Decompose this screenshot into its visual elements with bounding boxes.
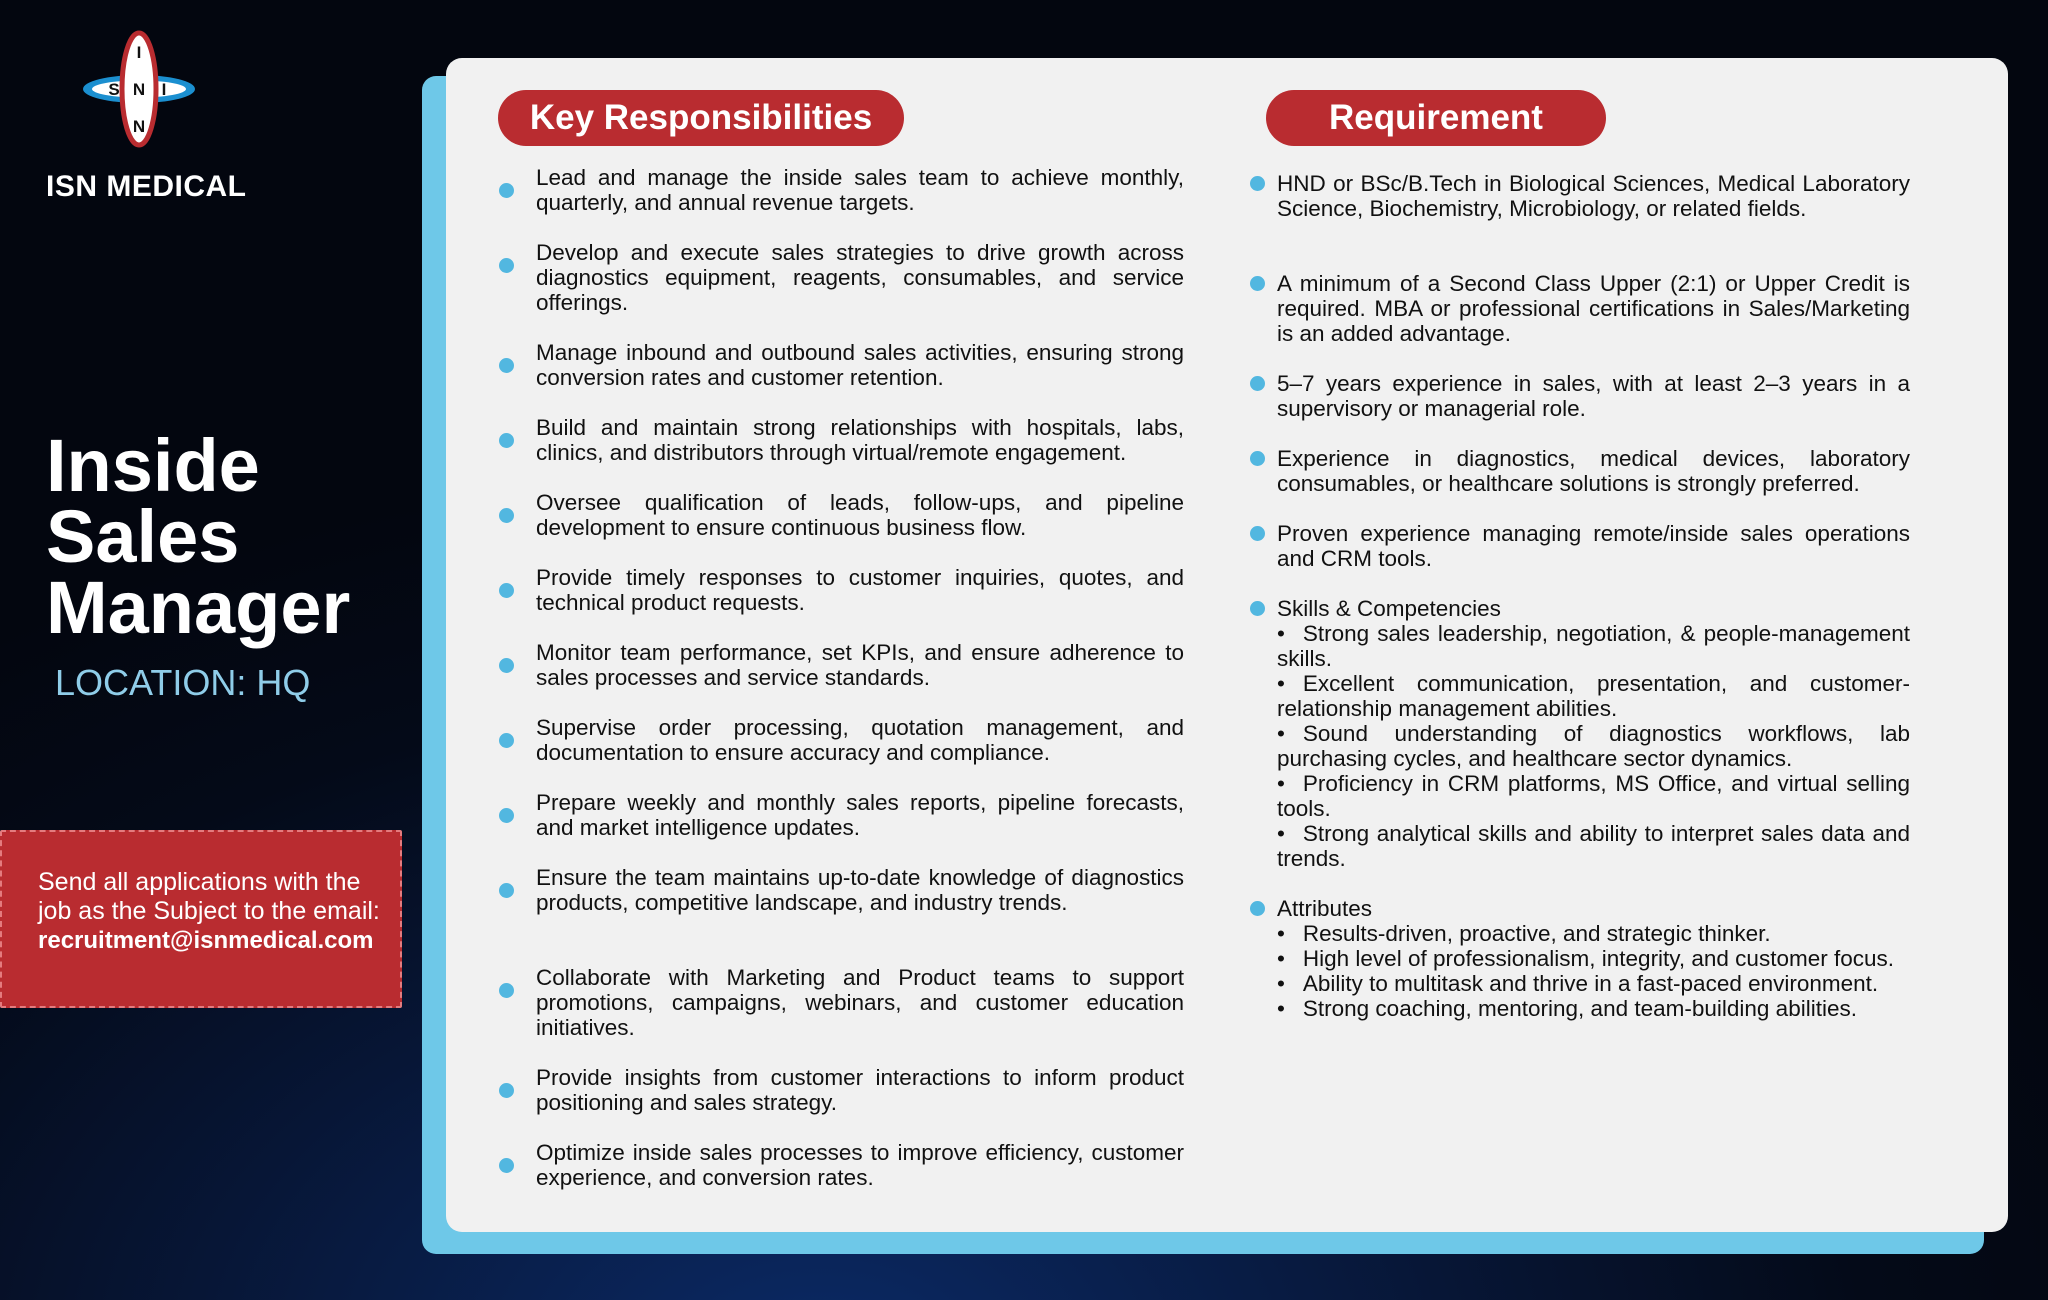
list-item: [1250, 446, 1910, 496]
responsibility-text: Oversee qualification of leads, follow-ups, and pipeline development to ensure continuous business flow.: [536, 490, 1184, 540]
skills-section: [1250, 596, 1910, 871]
bullet-dot-icon: [1250, 451, 1265, 466]
logo-letter-left: S: [108, 80, 120, 99]
bullet-dot-icon: [1250, 276, 1265, 291]
list-item: [1250, 171, 1910, 221]
job-title: [46, 424, 351, 649]
list-item: [498, 965, 1184, 1040]
skill-item: • Sound understanding of diagnostics workflows, lab purchasing cycles, and healthcare sector dynamics.: [1277, 721, 1910, 771]
list-item: [498, 565, 1184, 615]
bullet-dot-icon: [499, 733, 514, 748]
list-item: [498, 165, 1184, 215]
list-item: [498, 240, 1184, 315]
application-instructions-box: [0, 830, 402, 1008]
bullet-dot-icon: [1250, 376, 1265, 391]
requirement-text: HND or BSc/B.Tech in Biological Sciences, Medical Laboratory Science, Biochemistry, Microbiology, or related fields.: [1277, 171, 1910, 221]
bullet-dot-icon: [1250, 526, 1265, 541]
bullet-dot-icon: [499, 508, 514, 523]
requirement-text: Proven experience managing remote/inside sales operations and CRM tools.: [1277, 521, 1910, 571]
skills-title: Skills & Competencies: [1277, 596, 1501, 621]
bullet-dot-icon: [499, 258, 514, 273]
bullet-dot-icon: [1250, 176, 1265, 191]
isn-medical-logo: [80, 30, 198, 148]
bullet-dot-icon: [499, 183, 514, 198]
key-responsibilities-heading: Key Responsibilities: [498, 90, 904, 146]
responsibility-text: Provide insights from customer interactions to inform product positioning and sales strategy.: [536, 1065, 1184, 1115]
list-item: [498, 790, 1184, 840]
apply-line: Send all applications with the: [38, 868, 361, 896]
brand-name: ISN MEDICAL: [46, 170, 247, 203]
skill-item: • Proficiency in CRM platforms, MS Office, and virtual selling tools.: [1277, 771, 1910, 821]
bullet-dot-icon: [1250, 601, 1265, 616]
responsibility-text: Collaborate with Marketing and Product teams to support promotions, campaigns, webinars, and customer education initiatives.: [536, 965, 1184, 1040]
list-item: [498, 490, 1184, 540]
list-item: [498, 865, 1184, 915]
responsibility-text: Monitor team performance, set KPIs, and ensure adherence to sales processes and service standards.: [536, 640, 1184, 690]
responsibility-text: Manage inbound and outbound sales activities, ensuring strong conversion rates and customer retention.: [536, 340, 1184, 390]
job-title-line: Sales: [46, 495, 240, 578]
bullet-dot-icon: [499, 983, 514, 998]
list-item: [498, 640, 1184, 690]
attribute-item: • Ability to multitask and thrive in a fast-paced environment.: [1277, 971, 1879, 996]
logo-letter-center: N: [132, 80, 146, 99]
bullet-dot-icon: [499, 1083, 514, 1098]
logo-letter-right: I: [161, 80, 167, 99]
job-title-line: Manager: [46, 566, 351, 649]
bullet-dot-icon: [499, 658, 514, 673]
requirement-text: Experience in diagnostics, medical devices, laboratory consumables, or healthcare solutions is strongly preferred.: [1277, 446, 1910, 496]
bullet-dot-icon: [499, 358, 514, 373]
list-item: [498, 415, 1184, 465]
responsibility-text: Optimize inside sales processes to improve efficiency, customer experience, and conversion rates.: [536, 1140, 1184, 1190]
responsibility-text: Supervise order processing, quotation management, and documentation to ensure accuracy and compliance.: [536, 715, 1184, 765]
bullet-dot-icon: [499, 883, 514, 898]
attribute-item: • Strong coaching, mentoring, and team-building abilities.: [1277, 996, 1857, 1021]
list-item: [1250, 371, 1910, 421]
list-item: [1250, 521, 1910, 571]
responsibility-text: Prepare weekly and monthly sales reports, pipeline forecasts, and market intelligence updates.: [536, 790, 1184, 840]
list-item: [1250, 271, 1910, 346]
job-title-line: Inside: [46, 424, 260, 507]
list-item: [498, 340, 1184, 390]
skill-item: • Excellent communication, presentation, and customer-relationship management abilities.: [1277, 671, 1910, 721]
attributes-title: Attributes: [1277, 896, 1373, 921]
requirement-text: A minimum of a Second Class Upper (2:1) or Upper Credit is required. MBA or professional certifications in Sales/Marketing is an added advantage.: [1277, 271, 1910, 346]
list-item: [498, 715, 1184, 765]
bullet-dot-icon: [499, 1158, 514, 1173]
requirement-text: 5–7 years experience in sales, with at least 2–3 years in a supervisory or managerial role.: [1277, 371, 1910, 421]
list-item: [498, 1140, 1184, 1190]
bullet-dot-icon: [499, 583, 514, 598]
responsibility-text: Build and maintain strong relationships with hospitals, labs, clinics, and distributors through virtual/remote engagement.: [536, 415, 1184, 465]
responsibility-text: Lead and manage the inside sales team to achieve monthly, quarterly, and annual revenue targets.: [536, 165, 1184, 215]
logo-letter-top: I: [136, 43, 142, 62]
attributes-section: [1250, 896, 1910, 1021]
responsibility-text: Develop and execute sales strategies to drive growth across diagnostics equipment, reagents, consumables, and service offerings.: [536, 240, 1184, 315]
apply-email[interactable]: recruitment@isnmedical.com: [38, 927, 374, 954]
attribute-item: • Results-driven, proactive, and strategic thinker.: [1277, 921, 1771, 946]
requirement-heading: Requirement: [1266, 90, 1606, 146]
skill-item: • Strong analytical skills and ability to interpret sales data and trends.: [1277, 821, 1910, 871]
bullet-dot-icon: [499, 433, 514, 448]
list-item: [498, 1065, 1184, 1115]
job-location: LOCATION: HQ: [55, 662, 311, 703]
bullet-dot-icon: [499, 808, 514, 823]
bullet-dot-icon: [1250, 901, 1265, 916]
responsibility-text: Ensure the team maintains up-to-date knowledge of diagnostics products, competitive landscape, and industry trends.: [536, 865, 1184, 915]
skill-item: • Strong sales leadership, negotiation, & people-management skills.: [1277, 621, 1910, 671]
attribute-item: • High level of professionalism, integrity, and customer focus.: [1277, 946, 1894, 971]
apply-line: job as the Subject to the email:: [38, 897, 380, 925]
responsibility-text: Provide timely responses to customer inquiries, quotes, and technical product requests.: [536, 565, 1184, 615]
logo-letter-bottom: N: [132, 117, 146, 136]
